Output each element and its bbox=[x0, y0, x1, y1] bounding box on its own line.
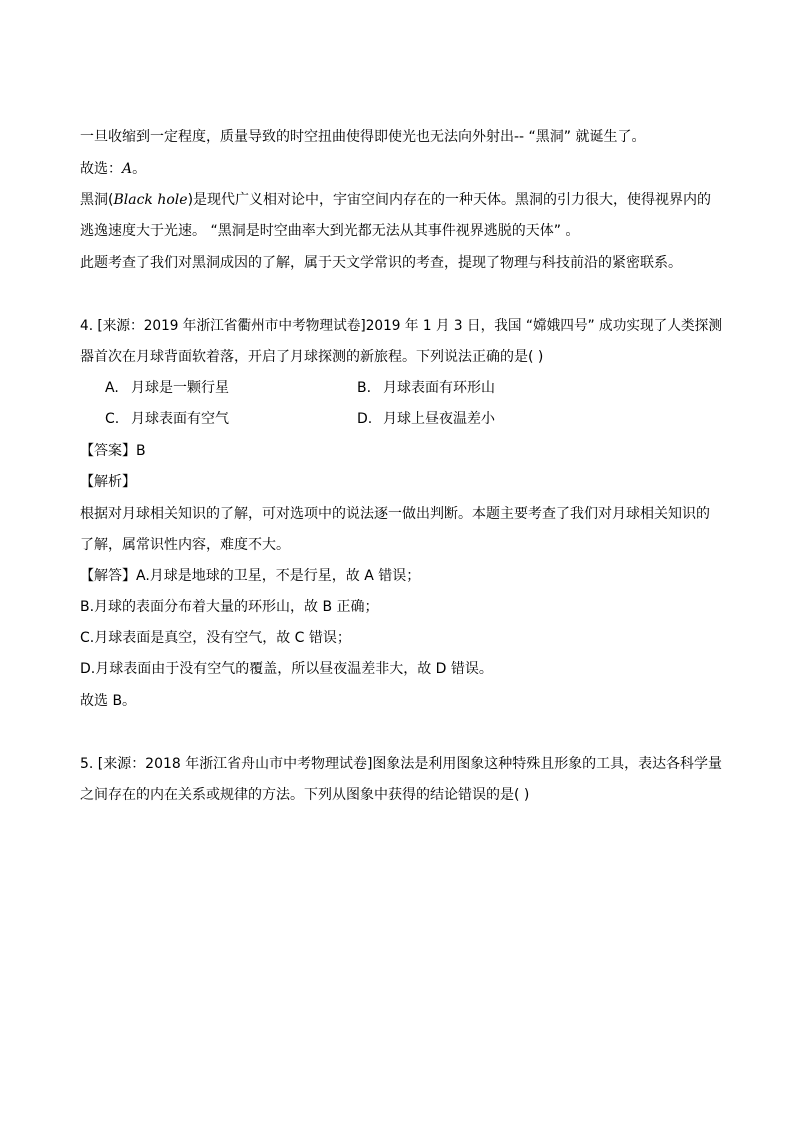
option-text: 月球是一颗行星 bbox=[131, 380, 229, 396]
question4-analysis-line-1: 根据对月球相关知识的了解，可对选项中的说法逐一做出判断。本题主要考查了我们对月球相关知识的 bbox=[80, 506, 710, 522]
question4-option-b bbox=[357, 379, 495, 397]
question4-conclusion: 故选 B。 bbox=[80, 693, 137, 709]
question4-option-c bbox=[105, 410, 229, 428]
question4-analysis-label: 【解析】 bbox=[80, 474, 136, 490]
option-letter: C. bbox=[105, 411, 120, 427]
prev-blackhole-definition-line-1 bbox=[80, 191, 711, 209]
prev-summary-line: 此题考查了我们对黑洞成因的了解，属于天文学常识的考查，提现了物理与科技前沿的紧密联系。 bbox=[80, 255, 682, 271]
answer-value: B bbox=[136, 443, 146, 459]
question4-answer bbox=[80, 442, 146, 460]
question4-solution-d: D.月球表面由于没有空气的覆盖，所以昼夜温差非大，故 D 错误。 bbox=[80, 661, 493, 677]
prev-definition-b: )是现代广义相对论中，宇宙空间内存在的一种天体。黑洞的引力很大，使得视界内的 bbox=[187, 192, 712, 208]
option-letter: D. bbox=[357, 411, 373, 427]
option-text: 月球表面有环形山 bbox=[383, 380, 495, 396]
prev-explanation-line-1: 一旦收缩到一定程度，质量导致的时空扭曲使得即使光也无法向外射出-- “黑洞” 就诞生了。 bbox=[80, 129, 646, 145]
prev-answer-line bbox=[80, 160, 146, 178]
prev-answer-letter: A bbox=[122, 161, 133, 177]
question4-solution-a bbox=[80, 567, 420, 585]
option-text: 月球上昼夜温差小 bbox=[383, 411, 495, 427]
question5-stem-line-2: 之间存在的内在关系或规律的方法。下列从图象中获得的结论错误的是( ) bbox=[80, 787, 530, 803]
question5-stem-line-1: 5. [来源：2018 年浙江省舟山市中考物理试卷]图象法是利用图象这种特殊且形象的工具，表达各科学量 bbox=[80, 756, 722, 772]
option-letter: A. bbox=[105, 380, 119, 396]
question4-stem-line-1: 4. [来源：2019 年浙江省衢州市中考物理试卷]2019 年 1 月 3 日，我国 “嫦娥四号” 成功实现了人类探测 bbox=[80, 318, 723, 334]
question4-stem-line-2: 器首次在月球背面软着落，开启了月球探测的新旅程。下列说法正确的是( ) bbox=[80, 349, 544, 365]
prev-blackhole-definition-line-2: 逃逸速度大于光速。 “黑洞是时空曲率大到光都无法从其事件视界逃脱的天体” 。 bbox=[80, 223, 580, 239]
question4-solution-b: B.月球的表面分布着大量的环形山，故 B 正确； bbox=[80, 599, 379, 615]
question4-option-d bbox=[357, 410, 495, 428]
question4-option-a bbox=[105, 379, 229, 397]
prev-answer-suffix: 。 bbox=[132, 161, 147, 177]
option-letter: B. bbox=[357, 380, 372, 396]
solution-label: 【解答】 bbox=[80, 568, 136, 584]
question4-analysis-line-2: 了解，属常识性内容，难度不大。 bbox=[80, 537, 290, 553]
prev-answer-prefix: 故选： bbox=[80, 161, 122, 177]
answer-label: 【答案】 bbox=[80, 443, 136, 459]
question4-solution-c: C.月球表面是真空，没有空气，故 C 错误； bbox=[80, 630, 351, 646]
prev-definition-a: 黑洞( bbox=[80, 192, 114, 208]
solution-a-text: A.月球是地球的卫星，不是行星，故 A 错误； bbox=[136, 568, 421, 584]
prev-definition-english: Black hole bbox=[113, 192, 188, 208]
option-text: 月球表面有空气 bbox=[131, 411, 229, 427]
